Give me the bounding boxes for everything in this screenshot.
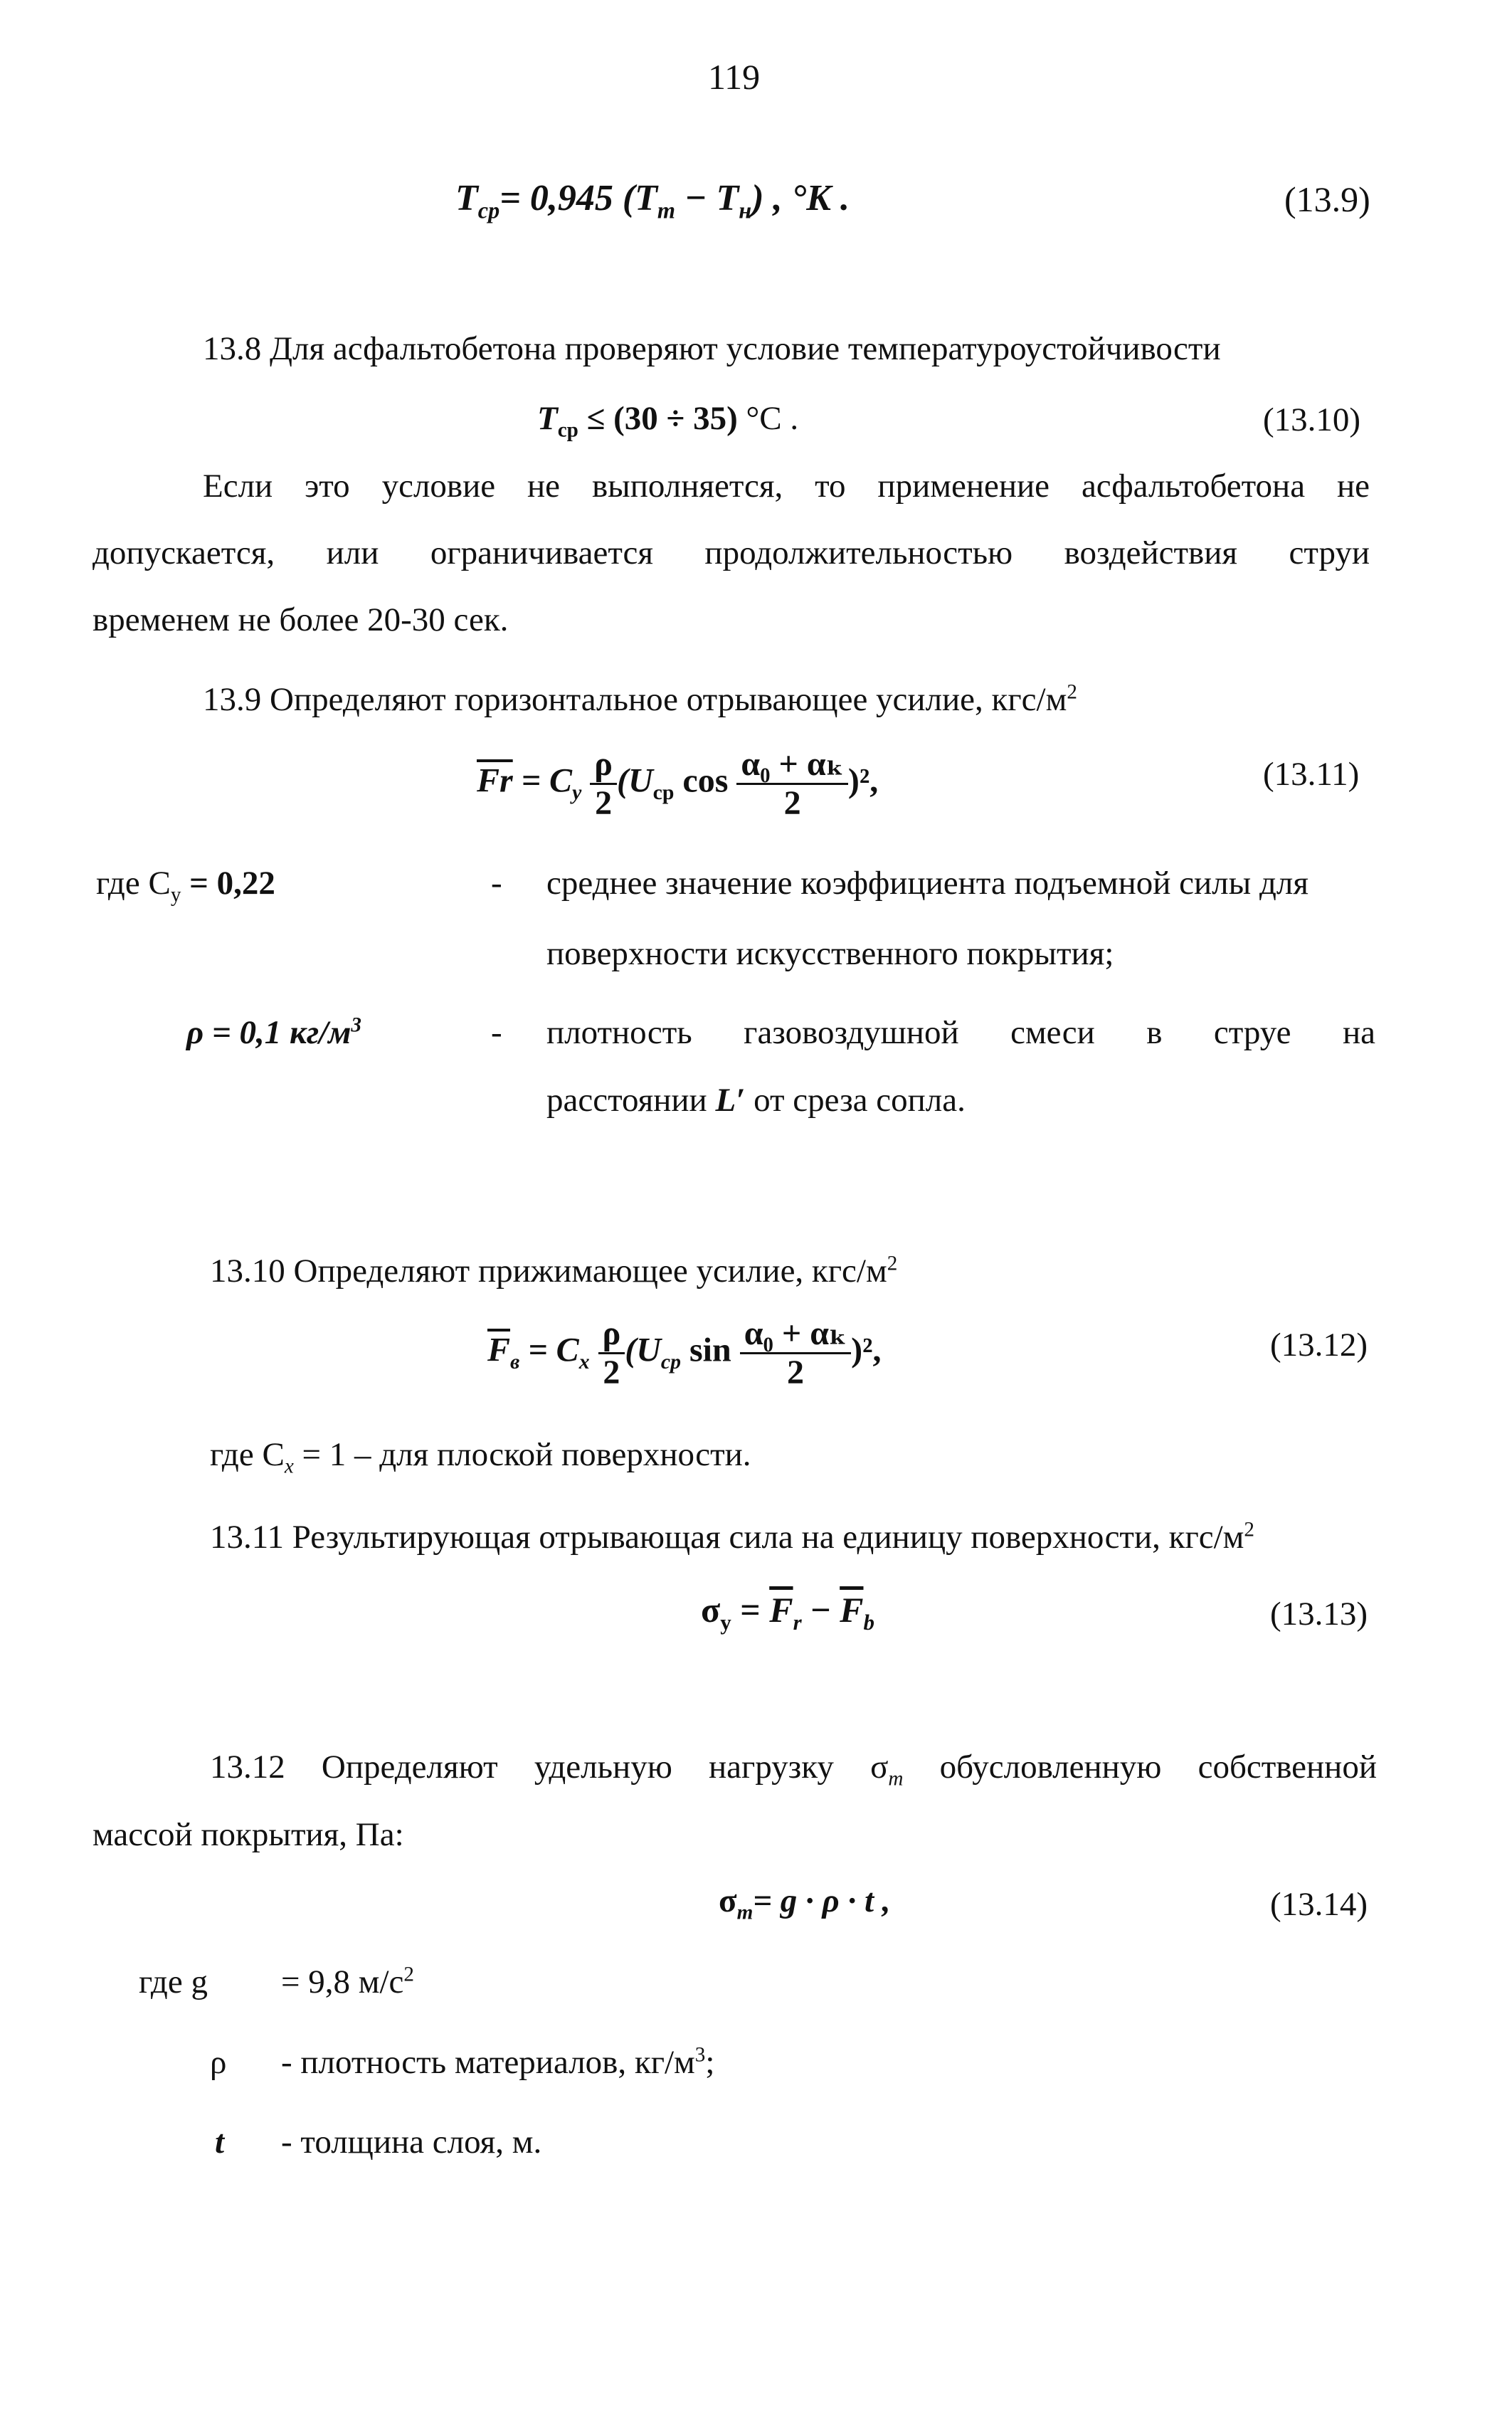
condition-line-1: Если это условие не выполняется, то применение асфальтобетона не [203,468,1370,505]
section-13-10-heading: 13.10 Определяют прижимающее усилие, кгс/$м^2$ [210,1252,898,1290]
where-rho-desc-line-1: плотность газовоздушной смеси в струе на [546,1014,1375,1051]
equation-13-9: $T_{cp}= 0,945$ $(T_m - T_н)$ , °K . [455,178,850,223]
where-cy-dash: - [491,865,502,902]
where-rho-desc-line-2: расстоянии L′ от среза сопла. [546,1082,966,1119]
where-t-desc: - толщина слоя, м. [281,2124,542,2161]
equation-13-10: $T_{ср} \le (30 \div 35)$ °С . [537,400,799,442]
equation-label-13-13: (13.13) [1270,1596,1368,1633]
section-13-12-line-2: массой покрытия, Па: [92,1816,404,1853]
section-13-8-heading: 13.8 Для асфальтобетона проверяют условие температуроустойчивости [203,330,1221,367]
where-cy-desc-line-2: поверхности искусственного покрытия; [546,935,1114,972]
equation-label-13-12: (13.12) [1270,1327,1368,1364]
where-rho-dash: - [491,1014,502,1051]
condition-line-2: допускается, или ограничивается продолжительностью воздействия струи [92,534,1370,571]
section-13-11-heading: 13.11 Результирующая отрывающая сила на единицу поверхности, кгс/$м^2$ [210,1518,1254,1556]
where-rho-symbol: ρ = 0,1 $кг/м^3$ [186,1013,361,1051]
where-cx-line: где $C_x = 1$ – для плоской поверхности. [210,1436,751,1478]
equation-label-13-14: (13.14) [1270,1886,1368,1923]
where-rho14-desc: - плотность материалов, $кг/м^3$; [281,2043,715,2081]
equation-label-13-10: (13.10) [1263,401,1361,438]
equation-13-11: $\overline{Fr} = C_y$ $\frac{\rho}{2}$ ($U_{ср}$ cos $\frac{\text{α₀ + αₖ}}{2}$ )², [477,745,879,822]
equation-label-13-9: (13.9) [1284,179,1370,219]
where-g-symbol: где g [139,1963,208,2000]
condition-paragraph [92,453,1370,653]
condition-line-3: временем не более 20-30 сек. [92,601,509,638]
page-number: 119 [708,57,761,97]
where-rho14-symbol: ρ [210,2044,227,2081]
equation-13-12: $\overline{F}_в = C_x$ $\frac{\rho}{2}$ ($U_{ср}$ sin $\frac{\text{α₀ + αₖ}}{2}$ )², [487,1314,882,1391]
equation-label-13-11: (13.11) [1263,756,1360,793]
where-cy-desc-line-1: среднее значение коэффициента подъемной силы для [546,865,1309,902]
where-t-symbol: t [215,2124,225,2161]
section-13-12-line-1: 13.12 Определяют удельную нагрузку $\sigma_m$ обусловленную собственной [210,1749,1377,1791]
where-cy-symbol: где $C_y = 0,22$ [96,865,275,907]
equation-13-13: $\sigma_y = \overline{F}_r - \overline{F}_b$ [701,1590,874,1635]
equation-13-14: $\sigma_m= g \cdot \rho \cdot t$ , [719,1882,891,1924]
where-g-desc: = 9,8 $м/с^2$ [281,1963,414,2000]
section-13-9-heading: 13.9 Определяют горизонтальное отрывающее усилие, кгс/$м^2$ [203,680,1077,718]
